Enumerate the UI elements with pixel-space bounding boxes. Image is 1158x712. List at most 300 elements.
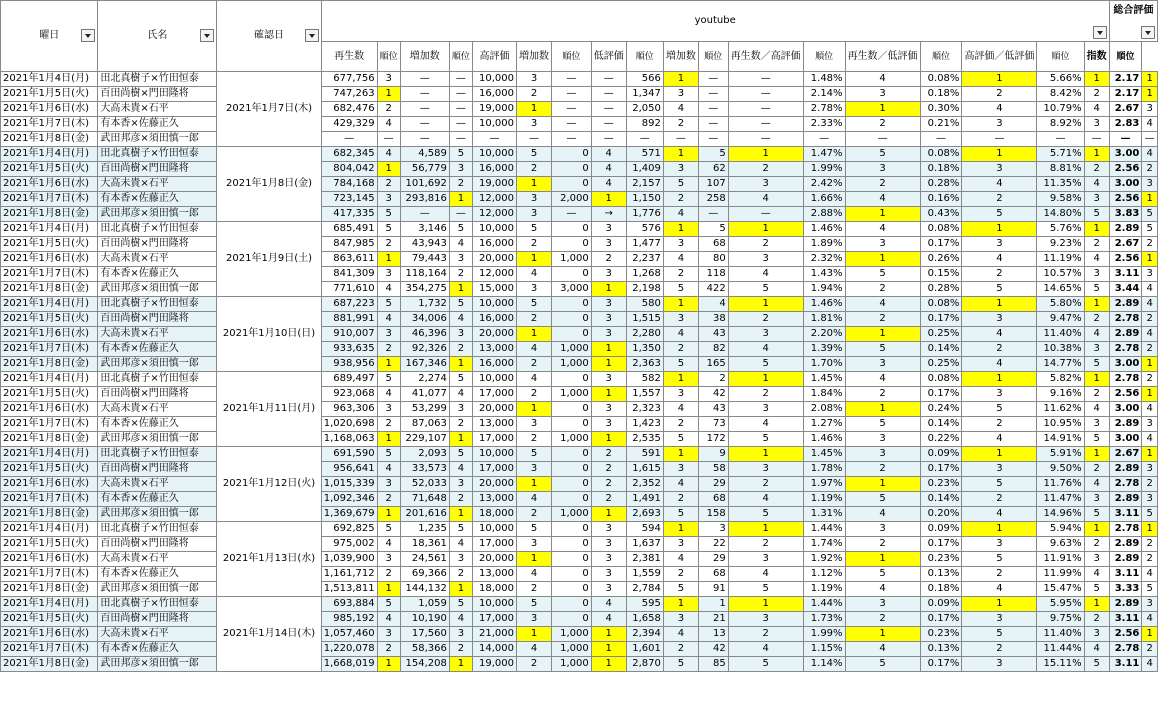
value-cell[interactable]: 422 <box>698 282 728 297</box>
rank-cell[interactable]: 1 <box>517 177 552 192</box>
value-cell[interactable]: 2.17 <box>1109 87 1142 102</box>
rank-cell[interactable]: 2 <box>663 267 698 282</box>
rank-cell[interactable]: 1 <box>449 357 472 372</box>
rank-cell[interactable]: 5 <box>845 657 920 672</box>
value-cell[interactable]: 167,346 <box>400 357 449 372</box>
rank-cell[interactable]: 1 <box>1084 372 1109 387</box>
value-cell[interactable]: 58,366 <box>400 642 449 657</box>
value-cell[interactable]: 229,107 <box>400 432 449 447</box>
rank-cell[interactable]: 1 <box>591 342 626 357</box>
filter-dropdown-icon[interactable] <box>305 29 319 42</box>
rank-cell[interactable]: 5 <box>377 597 400 612</box>
rank-cell[interactable]: 4 <box>591 612 626 627</box>
rank-cell[interactable]: 4 <box>962 252 1037 267</box>
name-cell[interactable]: 田北真樹子×竹田恒泰 <box>98 372 217 387</box>
rank-cell[interactable]: 1 <box>517 327 552 342</box>
rank-cell[interactable]: 4 <box>1142 432 1158 447</box>
value-cell[interactable]: 14.80% <box>1037 207 1084 222</box>
value-cell[interactable]: 4,589 <box>400 147 449 162</box>
name-cell[interactable]: 大高未貴×石平 <box>98 102 217 117</box>
rank-cell[interactable]: 2 <box>517 387 552 402</box>
rank-cell[interactable]: 3 <box>663 237 698 252</box>
rank-cell[interactable]: — <box>449 132 472 147</box>
rank-cell[interactable]: 3 <box>663 162 698 177</box>
confirm-date-cell[interactable]: 2021年1月7日(木) <box>217 72 321 147</box>
value-cell[interactable]: 1,168,063 <box>321 432 377 447</box>
rank-cell[interactable]: 4 <box>1084 102 1109 117</box>
day-cell[interactable]: 2021年1月8日(金) <box>1 282 98 297</box>
rank-cell[interactable]: 5 <box>845 417 920 432</box>
value-cell[interactable]: 0.18% <box>920 87 962 102</box>
rank-cell[interactable]: 5 <box>449 147 472 162</box>
value-cell[interactable]: 1.74% <box>803 537 845 552</box>
value-cell[interactable]: 0.21% <box>920 117 962 132</box>
value-cell[interactable]: 107 <box>698 177 728 192</box>
rank-cell[interactable]: 1 <box>845 552 920 567</box>
rank-cell[interactable]: 1 <box>962 522 1037 537</box>
value-cell[interactable]: 11.91% <box>1037 552 1084 567</box>
value-cell[interactable]: — <box>1037 132 1084 147</box>
rank-cell[interactable]: 5 <box>663 432 698 447</box>
day-cell[interactable]: 2021年1月5日(火) <box>1 87 98 102</box>
value-cell[interactable]: 2,280 <box>626 327 663 342</box>
rank-cell[interactable]: 4 <box>728 492 803 507</box>
rank-cell[interactable]: 2 <box>517 162 552 177</box>
value-cell[interactable]: 79,443 <box>400 252 449 267</box>
rank-cell[interactable]: 5 <box>449 297 472 312</box>
filter-dropdown-icon[interactable] <box>200 29 214 42</box>
value-cell[interactable]: 1,350 <box>626 342 663 357</box>
rank-cell[interactable]: 5 <box>1084 207 1109 222</box>
rank-cell[interactable]: 5 <box>449 522 472 537</box>
value-cell[interactable]: 5.76% <box>1037 222 1084 237</box>
value-cell[interactable]: 0.17% <box>920 537 962 552</box>
rank-cell[interactable]: 4 <box>591 177 626 192</box>
rank-cell[interactable]: 4 <box>1084 327 1109 342</box>
rank-cell[interactable]: 3 <box>449 162 472 177</box>
value-cell[interactable]: 1.46% <box>803 432 845 447</box>
rank-cell[interactable]: 4 <box>1084 252 1109 267</box>
name-cell[interactable]: 有本香×佐藤正久 <box>98 117 217 132</box>
value-cell[interactable]: 19,000 <box>472 657 516 672</box>
rank-cell[interactable]: 5 <box>663 357 698 372</box>
value-cell[interactable]: 24,561 <box>400 552 449 567</box>
rank-cell[interactable]: 3 <box>517 72 552 87</box>
rank-cell[interactable]: 4 <box>377 117 400 132</box>
rank-cell[interactable]: 2 <box>1142 312 1158 327</box>
rank-cell[interactable]: 2 <box>591 252 626 267</box>
value-cell[interactable]: 2,394 <box>626 627 663 642</box>
rank-cell[interactable]: — <box>1142 132 1158 147</box>
value-cell[interactable]: 1,615 <box>626 462 663 477</box>
rank-cell[interactable]: 2 <box>962 267 1037 282</box>
rank-cell[interactable]: 3 <box>845 357 920 372</box>
value-cell[interactable]: 1.31% <box>803 507 845 522</box>
value-cell[interactable]: 17,000 <box>472 612 516 627</box>
filter-dropdown-icon[interactable] <box>81 29 95 42</box>
rank-cell[interactable]: 2 <box>845 387 920 402</box>
name-cell[interactable]: 田北真樹子×竹田恒泰 <box>98 297 217 312</box>
value-cell[interactable]: 2,050 <box>626 102 663 117</box>
day-cell[interactable]: 2021年1月4日(月) <box>1 222 98 237</box>
rank-cell[interactable]: 4 <box>845 192 920 207</box>
rank-cell[interactable]: 4 <box>845 222 920 237</box>
value-cell[interactable]: 2.32% <box>803 252 845 267</box>
rank-cell[interactable]: 1 <box>591 192 626 207</box>
value-cell[interactable]: 687,223 <box>321 297 377 312</box>
value-cell[interactable]: 1 <box>698 597 728 612</box>
rank-cell[interactable]: 1 <box>377 582 400 597</box>
rank-cell[interactable]: 1 <box>591 387 626 402</box>
value-cell[interactable]: 1,059 <box>400 597 449 612</box>
value-cell[interactable]: 2.78 <box>1109 477 1142 492</box>
value-cell[interactable]: 784,168 <box>321 177 377 192</box>
rank-cell[interactable]: 5 <box>962 552 1037 567</box>
value-cell[interactable]: 594 <box>626 522 663 537</box>
value-cell[interactable]: 5.71% <box>1037 147 1084 162</box>
name-cell[interactable]: 大高未貴×石平 <box>98 252 217 267</box>
name-cell[interactable]: 有本香×佐藤正久 <box>98 567 217 582</box>
rank-cell[interactable]: 1 <box>962 372 1037 387</box>
rank-cell[interactable]: 5 <box>1142 207 1158 222</box>
value-cell[interactable]: 1.39% <box>803 342 845 357</box>
name-cell[interactable]: 大高未貴×石平 <box>98 477 217 492</box>
value-cell[interactable]: 3.00 <box>1109 147 1142 162</box>
value-cell[interactable]: 1,268 <box>626 267 663 282</box>
rank-cell[interactable]: 1 <box>728 372 803 387</box>
rank-cell[interactable]: 1 <box>962 597 1037 612</box>
value-cell[interactable]: 1,000 <box>552 507 592 522</box>
rank-cell[interactable]: 1 <box>517 477 552 492</box>
value-cell[interactable]: 33,573 <box>400 462 449 477</box>
value-cell[interactable]: 1,039,900 <box>321 552 377 567</box>
rank-cell[interactable]: 1 <box>962 222 1037 237</box>
rank-cell[interactable]: 1 <box>377 432 400 447</box>
value-cell[interactable]: 15.47% <box>1037 582 1084 597</box>
value-cell[interactable]: — <box>1109 132 1142 147</box>
day-cell[interactable]: 2021年1月4日(月) <box>1 147 98 162</box>
value-cell[interactable]: 1,732 <box>400 297 449 312</box>
value-cell[interactable]: 3.33 <box>1109 582 1142 597</box>
rank-cell[interactable]: 3 <box>845 432 920 447</box>
rank-cell[interactable]: 2 <box>449 417 472 432</box>
rank-cell[interactable]: 1 <box>728 522 803 537</box>
rank-cell[interactable]: 1 <box>517 627 552 642</box>
rank-cell[interactable]: 5 <box>728 657 803 672</box>
value-cell[interactable]: 0 <box>552 297 592 312</box>
rank-cell[interactable]: 3 <box>591 327 626 342</box>
rank-cell[interactable]: 5 <box>1142 222 1158 237</box>
rank-cell[interactable]: 5 <box>449 222 472 237</box>
rank-cell[interactable]: — <box>728 72 803 87</box>
value-cell[interactable]: 0 <box>552 447 592 462</box>
value-cell[interactable]: 3.11 <box>1109 567 1142 582</box>
name-cell[interactable]: 百田尚樹×門田隆将 <box>98 87 217 102</box>
value-cell[interactable]: 58 <box>698 462 728 477</box>
rank-cell[interactable]: 1 <box>449 192 472 207</box>
value-cell[interactable]: 9.63% <box>1037 537 1084 552</box>
day-cell[interactable]: 2021年1月8日(金) <box>1 432 98 447</box>
value-cell[interactable]: 841,309 <box>321 267 377 282</box>
rank-cell[interactable]: 2 <box>1084 537 1109 552</box>
rank-cell[interactable]: 4 <box>1084 177 1109 192</box>
rank-cell[interactable]: — <box>449 117 472 132</box>
filter-dropdown-icon[interactable] <box>1093 26 1107 39</box>
rank-cell[interactable]: 2 <box>449 492 472 507</box>
confirm-date-cell[interactable]: 2021年1月13日(水) <box>217 522 321 597</box>
rank-cell[interactable]: — <box>591 87 626 102</box>
value-cell[interactable]: 172 <box>698 432 728 447</box>
rank-cell[interactable]: 3 <box>728 177 803 192</box>
rank-cell[interactable]: 2 <box>517 312 552 327</box>
value-cell[interactable]: 0.17% <box>920 312 962 327</box>
value-cell[interactable]: 682,345 <box>321 147 377 162</box>
value-cell[interactable]: 1.84% <box>803 387 845 402</box>
rank-cell[interactable]: 1 <box>728 147 803 162</box>
value-cell[interactable]: 5.95% <box>1037 597 1084 612</box>
value-cell[interactable]: 10,000 <box>472 297 516 312</box>
value-cell[interactable]: 1,000 <box>552 432 592 447</box>
value-cell[interactable]: 0.26% <box>920 252 962 267</box>
value-cell[interactable]: — <box>552 207 592 222</box>
rank-cell[interactable]: 4 <box>663 627 698 642</box>
value-cell[interactable]: 258 <box>698 192 728 207</box>
rank-cell[interactable]: 4 <box>962 582 1037 597</box>
value-cell[interactable]: 804,042 <box>321 162 377 177</box>
rank-cell[interactable]: 4 <box>728 417 803 432</box>
value-cell[interactable]: 1.43% <box>803 267 845 282</box>
name-cell[interactable]: 百田尚樹×門田隆将 <box>98 387 217 402</box>
name-cell[interactable]: 有本香×佐藤正久 <box>98 642 217 657</box>
value-cell[interactable]: 747,263 <box>321 87 377 102</box>
value-cell[interactable]: 71,648 <box>400 492 449 507</box>
value-cell[interactable]: 2,693 <box>626 507 663 522</box>
rank-cell[interactable]: 3 <box>377 627 400 642</box>
day-cell[interactable]: 2021年1月7日(木) <box>1 492 98 507</box>
rank-cell[interactable]: 3 <box>449 327 472 342</box>
rank-cell[interactable]: 4 <box>1142 402 1158 417</box>
rank-cell[interactable]: 1 <box>663 372 698 387</box>
value-cell[interactable]: 14.65% <box>1037 282 1084 297</box>
value-cell[interactable]: 1,000 <box>552 387 592 402</box>
rank-cell[interactable]: 4 <box>728 642 803 657</box>
value-cell[interactable]: 3.00 <box>1109 177 1142 192</box>
rank-cell[interactable]: 3 <box>663 537 698 552</box>
value-cell[interactable]: — <box>400 102 449 117</box>
rank-cell[interactable]: 4 <box>1084 402 1109 417</box>
value-cell[interactable]: 10,000 <box>472 147 516 162</box>
rank-cell[interactable]: 5 <box>728 357 803 372</box>
rank-cell[interactable]: 4 <box>663 552 698 567</box>
name-cell[interactable]: 百田尚樹×門田隆将 <box>98 462 217 477</box>
rank-cell[interactable]: 3 <box>728 462 803 477</box>
value-cell[interactable]: 19,000 <box>472 177 516 192</box>
value-cell[interactable]: 1.46% <box>803 297 845 312</box>
rank-cell[interactable]: 1 <box>517 102 552 117</box>
rank-cell[interactable]: 4 <box>845 72 920 87</box>
value-cell[interactable]: 11.35% <box>1037 177 1084 192</box>
value-cell[interactable]: 10.79% <box>1037 102 1084 117</box>
value-cell[interactable]: 12,000 <box>472 267 516 282</box>
value-cell[interactable]: 910,007 <box>321 327 377 342</box>
rank-cell[interactable]: 2 <box>845 117 920 132</box>
value-cell[interactable]: 201,616 <box>400 507 449 522</box>
rank-cell[interactable]: 2 <box>1084 612 1109 627</box>
rank-cell[interactable]: — <box>377 132 400 147</box>
rank-cell[interactable]: 5 <box>517 597 552 612</box>
value-cell[interactable]: 591 <box>626 447 663 462</box>
rank-cell[interactable]: 4 <box>728 567 803 582</box>
rank-cell[interactable]: 1 <box>377 357 400 372</box>
value-cell[interactable]: 21,000 <box>472 627 516 642</box>
value-cell[interactable]: 1.99% <box>803 627 845 642</box>
name-cell[interactable]: 武田邦彦×須田慎一郎 <box>98 132 217 147</box>
value-cell[interactable]: 1.73% <box>803 612 845 627</box>
value-cell[interactable]: 2.78% <box>803 102 845 117</box>
name-cell[interactable]: 田北真樹子×竹田恒泰 <box>98 522 217 537</box>
value-cell[interactable]: 771,610 <box>321 282 377 297</box>
name-cell[interactable]: 田北真樹子×竹田恒泰 <box>98 597 217 612</box>
rank-cell[interactable]: → <box>591 207 626 222</box>
value-cell[interactable]: 2,352 <box>626 477 663 492</box>
rank-cell[interactable]: 1 <box>377 162 400 177</box>
value-cell[interactable]: — <box>698 102 728 117</box>
rank-cell[interactable]: 3 <box>517 192 552 207</box>
value-cell[interactable]: 17,560 <box>400 627 449 642</box>
rank-cell[interactable]: 2 <box>517 237 552 252</box>
rank-cell[interactable]: 3 <box>591 582 626 597</box>
rank-cell[interactable]: — <box>728 132 803 147</box>
value-cell[interactable]: 20,000 <box>472 552 516 567</box>
rank-cell[interactable]: 4 <box>377 387 400 402</box>
rank-cell[interactable]: 1 <box>845 207 920 222</box>
rank-cell[interactable]: 5 <box>845 492 920 507</box>
day-cell[interactable]: 2021年1月6日(水) <box>1 102 98 117</box>
value-cell[interactable]: 2.78 <box>1109 642 1142 657</box>
value-cell[interactable]: 0.14% <box>920 492 962 507</box>
rank-cell[interactable]: 1 <box>449 507 472 522</box>
rank-cell[interactable]: 3 <box>845 597 920 612</box>
value-cell[interactable]: 892 <box>626 117 663 132</box>
value-cell[interactable]: — <box>400 117 449 132</box>
value-cell[interactable]: 22 <box>698 537 728 552</box>
value-cell[interactable]: 3 <box>698 522 728 537</box>
value-cell[interactable]: 1.44% <box>803 522 845 537</box>
rank-cell[interactable]: 2 <box>663 642 698 657</box>
day-cell[interactable]: 2021年1月6日(水) <box>1 252 98 267</box>
value-cell[interactable]: 0.14% <box>920 342 962 357</box>
header-day[interactable] <box>1 1 98 72</box>
value-cell[interactable]: 0.14% <box>920 417 962 432</box>
value-cell[interactable]: 571 <box>626 147 663 162</box>
value-cell[interactable]: 1.19% <box>803 492 845 507</box>
rank-cell[interactable]: 2 <box>377 567 400 582</box>
header-confirm-date[interactable] <box>217 1 321 72</box>
rank-cell[interactable]: 1 <box>591 507 626 522</box>
rank-cell[interactable]: 2 <box>377 492 400 507</box>
value-cell[interactable]: 938,956 <box>321 357 377 372</box>
name-cell[interactable]: 大高未貴×石平 <box>98 627 217 642</box>
rank-cell[interactable]: 4 <box>1142 297 1158 312</box>
value-cell[interactable]: 85 <box>698 657 728 672</box>
value-cell[interactable]: 2.67 <box>1109 102 1142 117</box>
name-cell[interactable]: 武田邦彦×須田慎一郎 <box>98 507 217 522</box>
value-cell[interactable]: 9.16% <box>1037 387 1084 402</box>
rank-cell[interactable]: 4 <box>728 267 803 282</box>
value-cell[interactable]: 0.13% <box>920 567 962 582</box>
value-cell[interactable]: 0.23% <box>920 552 962 567</box>
rank-cell[interactable]: 2 <box>845 462 920 477</box>
value-cell[interactable]: 42 <box>698 642 728 657</box>
value-cell[interactable]: 91 <box>698 582 728 597</box>
value-cell[interactable]: 1,658 <box>626 612 663 627</box>
value-cell[interactable]: 2.42% <box>803 177 845 192</box>
value-cell[interactable]: 2.33% <box>803 117 845 132</box>
rank-cell[interactable]: 1 <box>449 657 472 672</box>
name-cell[interactable]: 大高未貴×石平 <box>98 552 217 567</box>
rank-cell[interactable]: 3 <box>962 312 1037 327</box>
value-cell[interactable]: 1,423 <box>626 417 663 432</box>
rank-cell[interactable]: 5 <box>377 447 400 462</box>
rank-cell[interactable]: 2 <box>1142 477 1158 492</box>
value-cell[interactable]: 1,000 <box>552 342 592 357</box>
value-cell[interactable]: 0.17% <box>920 462 962 477</box>
rank-cell[interactable]: 2 <box>1142 537 1158 552</box>
rank-cell[interactable]: 3 <box>962 387 1037 402</box>
rank-cell[interactable]: 2 <box>728 387 803 402</box>
value-cell[interactable]: 56,779 <box>400 162 449 177</box>
rank-cell[interactable]: 2 <box>1142 162 1158 177</box>
rank-cell[interactable]: 1 <box>728 222 803 237</box>
rank-cell[interactable]: 3 <box>845 162 920 177</box>
rank-cell[interactable]: — <box>591 72 626 87</box>
rank-cell[interactable]: 3 <box>728 327 803 342</box>
value-cell[interactable]: 2 <box>698 372 728 387</box>
value-cell[interactable]: 1,559 <box>626 567 663 582</box>
name-cell[interactable]: 百田尚樹×門田隆将 <box>98 612 217 627</box>
rank-cell[interactable]: 4 <box>377 612 400 627</box>
name-cell[interactable]: 百田尚樹×門田隆将 <box>98 312 217 327</box>
rank-cell[interactable]: 5 <box>1084 507 1109 522</box>
value-cell[interactable]: 1.48% <box>803 72 845 87</box>
rank-cell[interactable]: 3 <box>962 117 1037 132</box>
value-cell[interactable]: 42 <box>698 387 728 402</box>
value-cell[interactable]: 566 <box>626 72 663 87</box>
value-cell[interactable]: 0 <box>552 582 592 597</box>
value-cell[interactable]: 0.17% <box>920 237 962 252</box>
value-cell[interactable]: 1.27% <box>803 417 845 432</box>
day-cell[interactable]: 2021年1月4日(月) <box>1 447 98 462</box>
value-cell[interactable]: — <box>472 132 516 147</box>
rank-cell[interactable]: 4 <box>517 567 552 582</box>
value-cell[interactable]: 0 <box>552 567 592 582</box>
value-cell[interactable]: 847,985 <box>321 237 377 252</box>
value-cell[interactable]: 8.92% <box>1037 117 1084 132</box>
rank-cell[interactable]: 5 <box>1084 582 1109 597</box>
rank-cell[interactable]: 2 <box>591 462 626 477</box>
value-cell[interactable]: 1.94% <box>803 282 845 297</box>
value-cell[interactable]: 1.12% <box>803 567 845 582</box>
value-cell[interactable]: 963,306 <box>321 402 377 417</box>
value-cell[interactable]: 0 <box>552 267 592 282</box>
day-cell[interactable]: 2021年1月6日(水) <box>1 477 98 492</box>
rank-cell[interactable]: 2 <box>728 477 803 492</box>
day-cell[interactable]: 2021年1月8日(金) <box>1 207 98 222</box>
value-cell[interactable]: 691,590 <box>321 447 377 462</box>
rank-cell[interactable]: 2 <box>1142 552 1158 567</box>
value-cell[interactable]: 2.89 <box>1109 597 1142 612</box>
rank-cell[interactable]: 1 <box>1142 357 1158 372</box>
